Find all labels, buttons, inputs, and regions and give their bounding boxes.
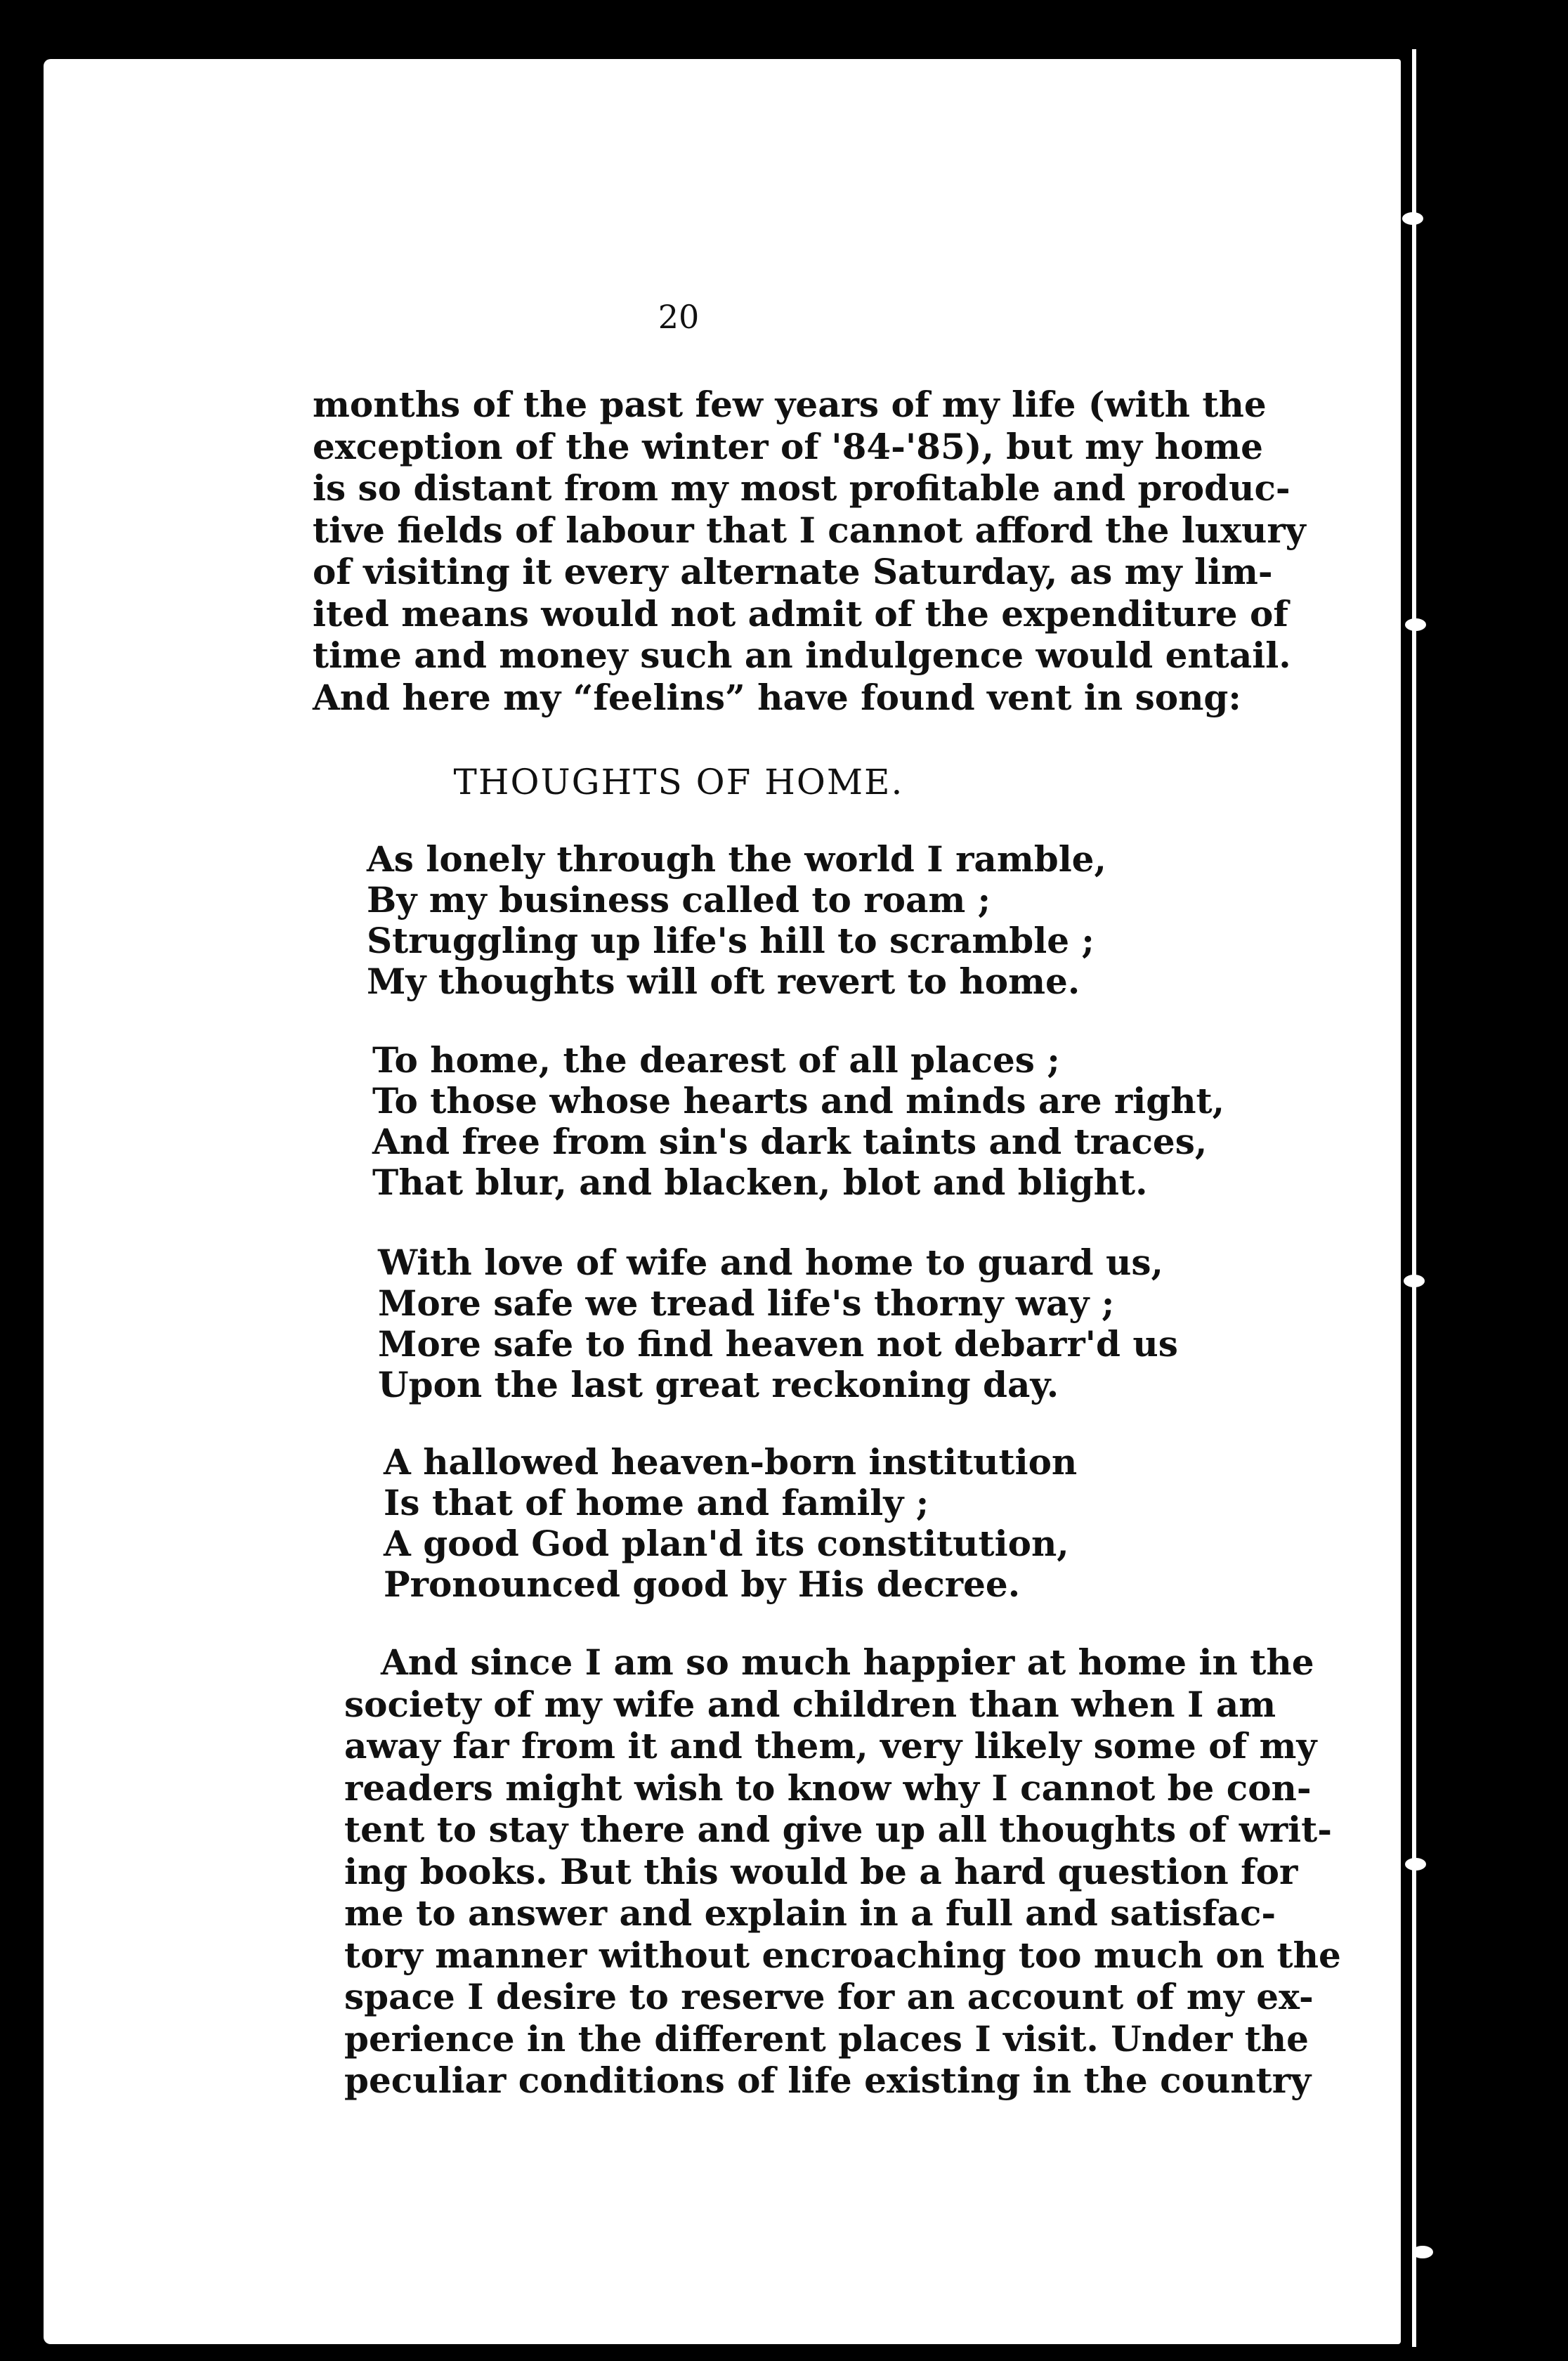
poem-line: By my business called to roam ; [367, 879, 991, 921]
poem-line: With love of wife and home to guard us, [378, 1242, 1163, 1283]
text-line: society of my wife and children than when I am [344, 1683, 1276, 1725]
text-line: time and money such an indulgence would entail. [313, 635, 1291, 676]
poem-stanza [378, 1242, 1178, 1405]
poem-stanza [372, 1040, 1224, 1203]
poem-line: More safe we tread life's thorny way ; [378, 1282, 1115, 1324]
text-line: And here my “feelins” have found vent in song: [313, 676, 1241, 718]
poem-line: Upon the last great reckoning day. [378, 1364, 1059, 1405]
binding-knot [1404, 1275, 1425, 1287]
text-line: of visiting it every alternate Saturday, as my lim- [313, 551, 1273, 592]
poem-line: More safe to find heaven not debarr'd us [378, 1323, 1178, 1365]
text-line: And since I am so much happier at home in the [381, 1641, 1314, 1683]
poem-line: As lonely through the world I ramble, [367, 838, 1106, 880]
poem-stanza [367, 839, 1106, 1002]
text-line: perience in the different places I visit. Under the [344, 2017, 1309, 2060]
binding-thread [1412, 49, 1416, 2347]
text-line: me to answer and explain in a full and satisfac- [344, 1892, 1276, 1934]
poem-line: To home, the dearest of all places ; [372, 1039, 1060, 1081]
page-binding-margin [1401, 42, 1568, 2361]
poem-line: And free from sin's dark taints and traces, [372, 1121, 1208, 1162]
poem-line: My thoughts will oft revert to home. [367, 961, 1080, 1002]
poem-title: THOUGHTS OF HOME. [453, 762, 904, 802]
poem-line: To those whose hearts and minds are right, [372, 1080, 1225, 1121]
text-line: away far from it and them, very likely some of my [344, 1725, 1317, 1767]
poem-line: A hallowed heaven-born institution [384, 1441, 1078, 1483]
binding-knot [1405, 618, 1426, 631]
text-line: exception of the winter of '84-'85), but my home [313, 425, 1263, 467]
poem-line: A good God plan'd its constitution, [384, 1523, 1069, 1564]
binding-knot [1412, 2246, 1433, 2258]
text-line: readers might wish to know why I cannot be con- [344, 1767, 1312, 1809]
binding-knot [1405, 1858, 1426, 1871]
poem-stanza [384, 1442, 1077, 1605]
book-page [44, 59, 1401, 2344]
poem-line: Is that of home and family ; [384, 1482, 929, 1523]
poem-line: Pronounced good by His decree. [384, 1563, 1021, 1605]
text-line: ited means would not admit of the expenditure of [313, 592, 1288, 635]
text-line: space I desire to reserve for an account of my ex- [344, 1976, 1314, 2017]
text-line: tent to stay there and give up all thoughts of writ- [344, 1809, 1333, 1850]
text-line: months of the past few years of my life (with the [313, 384, 1267, 425]
text-line: is so distant from my most profitable and produc- [313, 467, 1291, 509]
text-line: peculiar conditions of life existing in the country [344, 2060, 1312, 2101]
text-line: tive fields of labour that I cannot afford the luxury [313, 509, 1306, 551]
prose-paragraph-top [313, 384, 1306, 718]
text-line: tory manner without encroaching too much on the [344, 1934, 1341, 1976]
binding-knot [1402, 212, 1423, 225]
prose-paragraph-bottom [344, 1641, 1341, 2102]
text-line: ing books. But this would be a hard question for [344, 1850, 1298, 1892]
poem-line: That blur, and blacken, blot and blight. [372, 1162, 1148, 1203]
poem-line: Struggling up life's hill to scramble ; [367, 920, 1095, 961]
page-number: 20 [658, 298, 700, 336]
